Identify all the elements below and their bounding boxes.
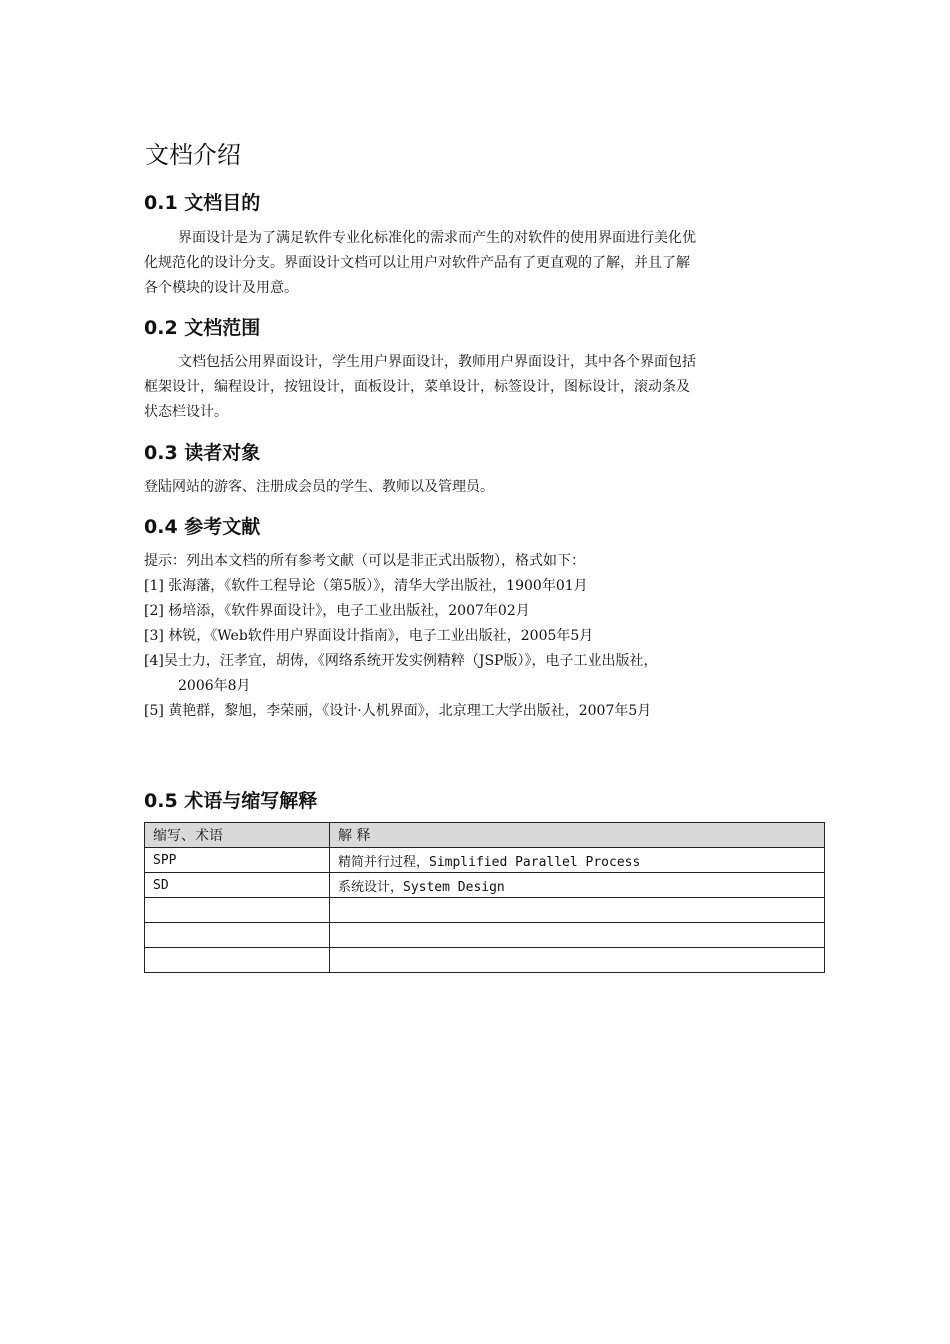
section-heading-scope: 0.2 文档范围 (144, 317, 261, 339)
table-cell-term: SD (145, 873, 330, 898)
document-title: 文档介绍 (145, 141, 241, 169)
table-header-row (145, 823, 825, 848)
audience-text: 登陆网站的游客、注册成会员的学生、教师以及管理员。 (144, 479, 494, 495)
section-heading-audience: 0.3 读者对象 (144, 442, 261, 464)
table-header-explanation: 解 释 (330, 823, 825, 848)
scope-line-3: 状态栏设计。 (144, 404, 228, 420)
purpose-line-3: 各个模块的设计及用意。 (144, 280, 298, 296)
scope-line-2: 框架设计，编程设计，按钮设计，面板设计，菜单设计，标签设计，图标设计，滚动条及 (144, 379, 690, 395)
purpose-line-2: 化规范化的设计分支。界面设计文档可以让用户对软件产品有了更直观的了解，并且了解 (144, 255, 690, 271)
reference-item: [4]吴士力，汪孝宜，胡俦，《网络系统开发实例精粹（JSP版）》，电子工业出版社， (144, 653, 658, 669)
section-heading-terms: 0.5 术语与缩写解释 (144, 790, 318, 812)
table-row (145, 873, 825, 898)
table-cell-term (145, 948, 330, 973)
references-hint: 提示：列出本文档的所有参考文献（可以是非正式出版物），格式如下： (144, 553, 585, 569)
reference-item: [3] 林锐，《Web软件用户界面设计指南》，电子工业出版社，2005年5月 (144, 628, 594, 644)
reference-item: [1] 张海藩，《软件工程导论（第5版）》，清华大学出版社，1900年01月 (144, 578, 588, 594)
section-heading-purpose: 0.1 文档目的 (144, 192, 261, 214)
scope-line-1: 文档包括公用界面设计，学生用户界面设计，教师用户界面设计，其中各个界面包括 (178, 354, 696, 370)
reference-item-continuation: 2006年8月 (178, 678, 251, 694)
reference-item: [5] 黄艳群，黎旭，李荣丽，《设计·人机界面》，北京理工大学出版社，2007年5月 (144, 703, 652, 719)
table-cell-term: SPP (145, 848, 330, 873)
table-cell-explanation: 精简并行过程，Simplified Parallel Process (330, 848, 825, 873)
table-cell-term (145, 923, 330, 948)
table-header-term: 缩写、术语 (145, 823, 330, 848)
table-row (145, 898, 825, 923)
table-cell-explanation (330, 948, 825, 973)
table-cell-explanation: 系统设计，System Design (330, 873, 825, 898)
purpose-line-1: 界面设计是为了满足软件专业化标准化的需求而产生的对软件的使用界面进行美化优 (178, 230, 696, 246)
table-row (145, 948, 825, 973)
table-row (145, 923, 825, 948)
reference-item: [2] 杨培添，《软件界面设计》，电子工业出版社，2007年02月 (144, 603, 530, 619)
table-cell-explanation (330, 923, 825, 948)
table-row (145, 848, 825, 873)
table-cell-explanation (330, 898, 825, 923)
terms-table (144, 822, 825, 973)
table-cell-term (145, 898, 330, 923)
section-heading-references: 0.4 参考文献 (144, 516, 261, 538)
